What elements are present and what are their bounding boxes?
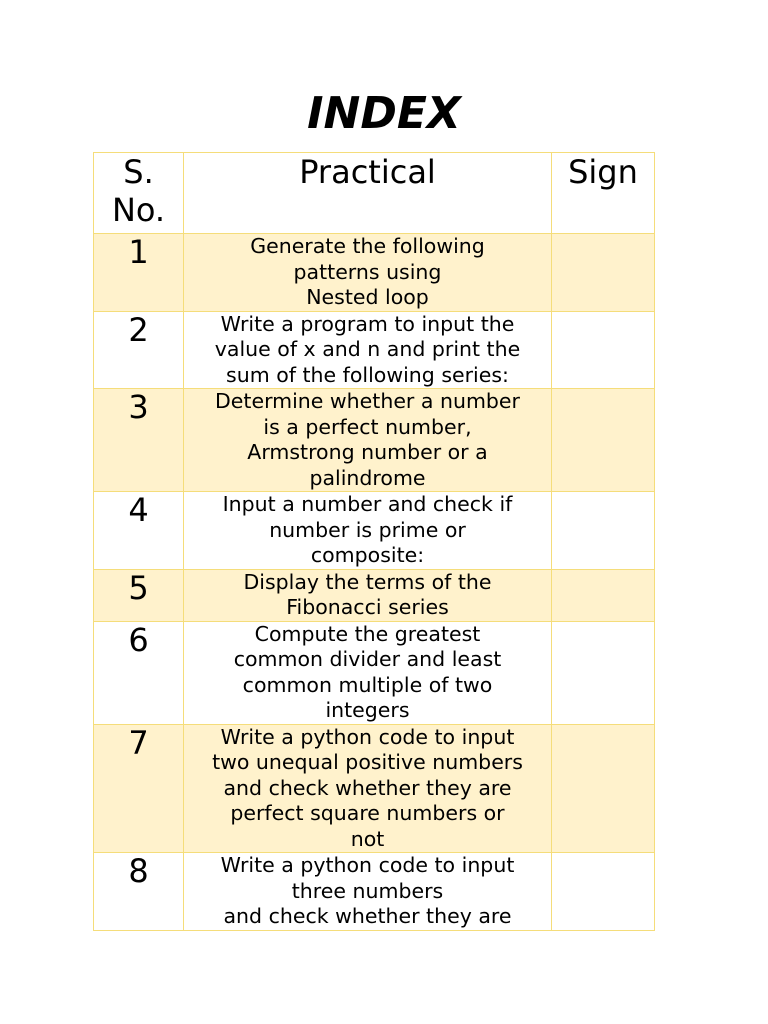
table-row — [94, 853, 655, 931]
row-sno: 8 — [94, 853, 184, 931]
index-table — [93, 152, 655, 931]
row-sno: 4 — [94, 492, 184, 570]
table-row — [94, 389, 655, 492]
row-sno: 5 — [94, 569, 184, 621]
row-sign — [552, 853, 655, 931]
header-sno: S. No. — [94, 153, 184, 234]
header-practical: Practical — [184, 153, 552, 234]
row-sign — [552, 492, 655, 570]
row-sno: 2 — [94, 311, 184, 389]
table-row — [94, 492, 655, 570]
row-practical: Write a program to input the value of x and n and print the sum of the following series: — [184, 311, 552, 389]
table-row — [94, 724, 655, 853]
row-practical: Display the terms of the Fibonacci series — [184, 569, 552, 621]
row-sno: 3 — [94, 389, 184, 492]
row-practical: Write a python code to input three numbers and check whether they are — [184, 853, 552, 931]
row-sign — [552, 234, 655, 312]
row-sign — [552, 389, 655, 492]
table-header-row — [94, 153, 655, 234]
row-practical: Input a number and check if number is prime or composite: — [184, 492, 552, 570]
row-sign — [552, 311, 655, 389]
row-sno: 1 — [94, 234, 184, 312]
row-sign — [552, 621, 655, 724]
row-sign — [552, 724, 655, 853]
header-sign: Sign — [552, 153, 655, 234]
page-title: INDEX — [307, 88, 461, 139]
row-practical: Generate the following patterns using Nested loop — [184, 234, 552, 312]
row-sign — [552, 569, 655, 621]
row-practical: Write a python code to input two unequal positive numbers and check whether they are perfect square numbers or not — [184, 724, 552, 853]
table-row — [94, 234, 655, 312]
row-sno: 6 — [94, 621, 184, 724]
table-row — [94, 621, 655, 724]
table-row — [94, 569, 655, 621]
row-practical: Determine whether a number is a perfect number, Armstrong number or a palindrome — [184, 389, 552, 492]
row-practical: Compute the greatest common divider and least common multiple of two integers — [184, 621, 552, 724]
row-sno: 7 — [94, 724, 184, 853]
table-row — [94, 311, 655, 389]
